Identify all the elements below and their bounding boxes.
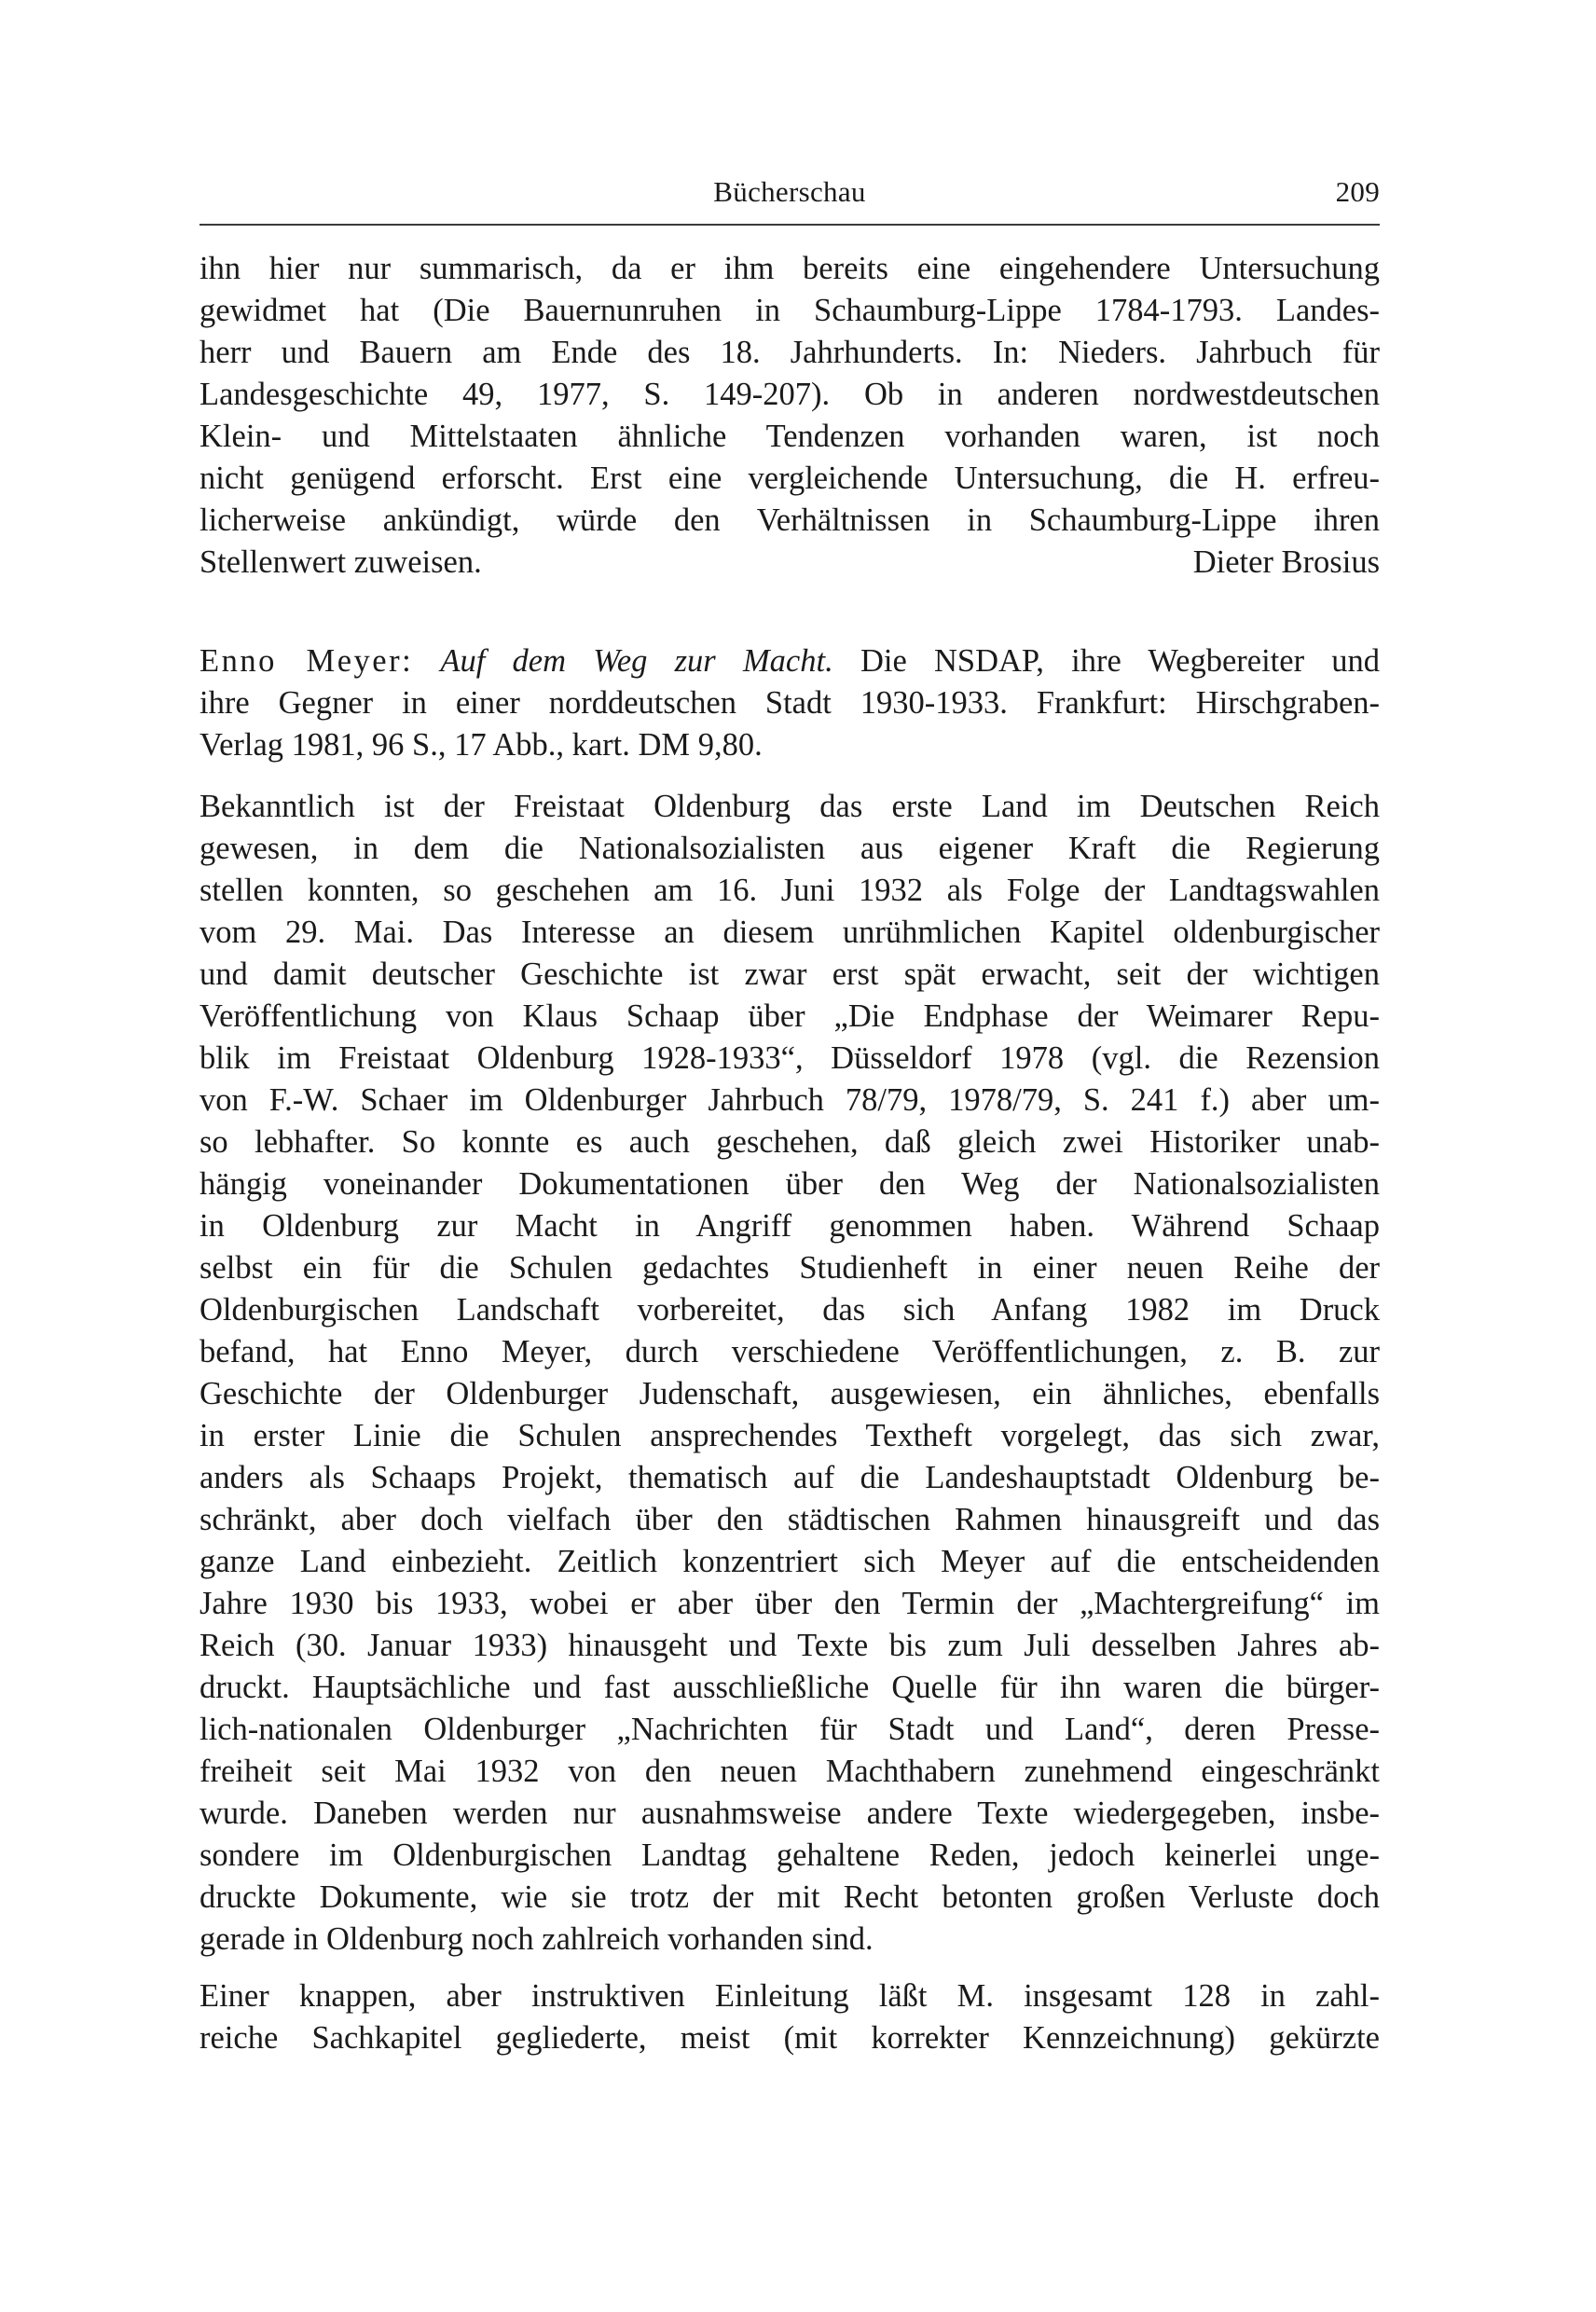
text-line: befand, hat Enno Meyer, durch verschiedene Veröffentlichungen, z. B. zur xyxy=(200,1334,1380,1369)
text-line: blik im Freistaat Oldenburg 1928-1933“, Düsseldorf 1978 (vgl. die Rezension xyxy=(200,1040,1380,1076)
text-line: Veröffentlichung von Klaus Schaap über „Die Endphase der Weimarer Repu- xyxy=(200,998,1380,1034)
text-line: Einer knappen, aber instruktiven Einleitung läßt M. insgesamt 128 in zahl- xyxy=(200,1978,1380,2014)
text-line: licherweise ankündigt, würde den Verhältnissen in Schaumburg-Lippe ihren xyxy=(200,502,1380,538)
text-line: reiche Sachkapitel gegliederte, meist (mit korrekter Kennzeichnung) gekürzte xyxy=(200,2020,1380,2056)
text-line: ihn hier nur summarisch, da er ihm bereits eine eingehendere Untersuchung xyxy=(200,251,1380,286)
text-line xyxy=(200,640,1380,681)
text-line: gewesen, in dem die Nationalsozialisten aus eigener Kraft die Regierung xyxy=(200,831,1380,866)
text-line: Oldenburgischen Landschaft vorbereitet, das sich Anfang 1982 im Druck xyxy=(200,1292,1380,1328)
text-line: Reich (30. Januar 1933) hinausgeht und Texte bis zum Juli desselben Jahres ab- xyxy=(200,1628,1380,1663)
text-line: Landesgeschichte 49, 1977, S. 149-207). Ob in anderen nordwestdeutschen xyxy=(200,377,1380,412)
text-line: vom 29. Mai. Das Interesse an diesem unrühmlichen Kapitel oldenburgischer xyxy=(200,915,1380,950)
text-line: druckte Dokumente, wie sie trotz der mit Recht betonten großen Verluste doch xyxy=(200,1879,1380,1915)
text-line: wurde. Daneben werden nur ausnahmsweise andere Texte wiedergegeben, insbe- xyxy=(200,1796,1380,1831)
review-book-title: Auf dem Weg zur Macht. xyxy=(440,643,833,679)
text-line: Jahre 1930 bis 1933, wobei er aber über den Termin der „Machtergreifung“ im xyxy=(200,1586,1380,1621)
text-line: stellen konnten, so geschehen am 16. Juni 1932 als Folge der Landtagswahlen xyxy=(200,873,1380,908)
text-line: selbst ein für die Schulen gedachtes Studienheft in einer neuen Reihe der xyxy=(200,1250,1380,1286)
text-line: von F.-W. Schaer im Oldenburger Jahrbuch 78/79, 1978/79, S. 241 f.) aber um- xyxy=(200,1082,1380,1118)
text-line: gewidmet hat (Die Bauernunruhen in Schaumburg-Lippe 1784-1793. Landes- xyxy=(200,293,1380,328)
text-line: lich-nationalen Oldenburger „Nachrichten für Stadt und Land“, deren Presse- xyxy=(200,1712,1380,1747)
text-line: sondere im Oldenburgischen Landtag gehaltene Reden, jedoch keinerlei unge- xyxy=(200,1837,1380,1873)
review-author: Enno Meyer: xyxy=(200,643,414,679)
text-line: ihre Gegner in einer norddeutschen Stadt 1930-1933. Frankfurt: Hirschgraben- xyxy=(200,685,1380,721)
text-line: so lebhafter. So konnte es auch geschehen, daß gleich zwei Historiker unab- xyxy=(200,1124,1380,1160)
review-subtitle-start: Die NSDAP, ihre Wegbereiter und xyxy=(860,643,1381,679)
text-line: herr und Bauern am Ende des 18. Jahrhunderts. In: Nieders. Jahrbuch für xyxy=(200,335,1380,370)
text-line: hängig voneinander Dokumentationen über den Weg der Nationalsozialisten xyxy=(200,1166,1380,1202)
text-line: gerade in Oldenburg noch zahlreich vorhanden sind. xyxy=(200,1921,874,1957)
text-line: Geschichte der Oldenburger Judenschaft, ausgewiesen, ein ähnliches, ebenfalls xyxy=(200,1376,1380,1411)
text-line: in erster Linie die Schulen ansprechendes Textheft vorgelegt, das sich zwar, xyxy=(200,1418,1380,1453)
header-rule xyxy=(200,224,1380,226)
page-number: 209 xyxy=(1335,175,1380,208)
text-line: und damit deutscher Geschichte ist zwar erst spät erwacht, seit der wichtigen xyxy=(200,956,1380,992)
running-head-title: Bücherschau xyxy=(713,175,866,208)
text-line: Bekanntlich ist der Freistaat Oldenburg das erste Land im Deutschen Reich xyxy=(200,789,1380,824)
text-line: druckt. Hauptsächliche und fast ausschließliche Quelle für ihn waren die bürger- xyxy=(200,1670,1380,1705)
reviewer-signature: Dieter Brosius xyxy=(1192,544,1380,580)
text-line: freiheit seit Mai 1932 von den neuen Machthabern zunehmend eingeschränkt xyxy=(200,1754,1380,1789)
text-line: Klein- und Mittelstaaten ähnliche Tendenzen vorhanden waren, ist noch xyxy=(200,419,1380,454)
text-line: schränkt, aber doch vielfach über den städtischen Rahmen hinausgreift und das xyxy=(200,1502,1380,1537)
text-line: Verlag 1981, 96 S., 17 Abb., kart. DM 9,80. xyxy=(200,727,763,763)
text-line: nicht genügend erforscht. Erst eine vergleichende Untersuchung, die H. erfreu- xyxy=(200,461,1380,496)
text-line-start: Stellenwert zuweisen. xyxy=(200,544,482,580)
text-line xyxy=(200,542,1380,583)
running-head xyxy=(200,168,1380,220)
text-line: in Oldenburg zur Macht in Angriff genommen haben. Während Schaap xyxy=(200,1208,1380,1244)
text-line: ganze Land einbezieht. Zeitlich konzentriert sich Meyer auf die entscheidenden xyxy=(200,1544,1380,1579)
text-line: anders als Schaaps Projekt, thematisch auf die Landeshauptstadt Oldenburg be- xyxy=(200,1460,1380,1495)
